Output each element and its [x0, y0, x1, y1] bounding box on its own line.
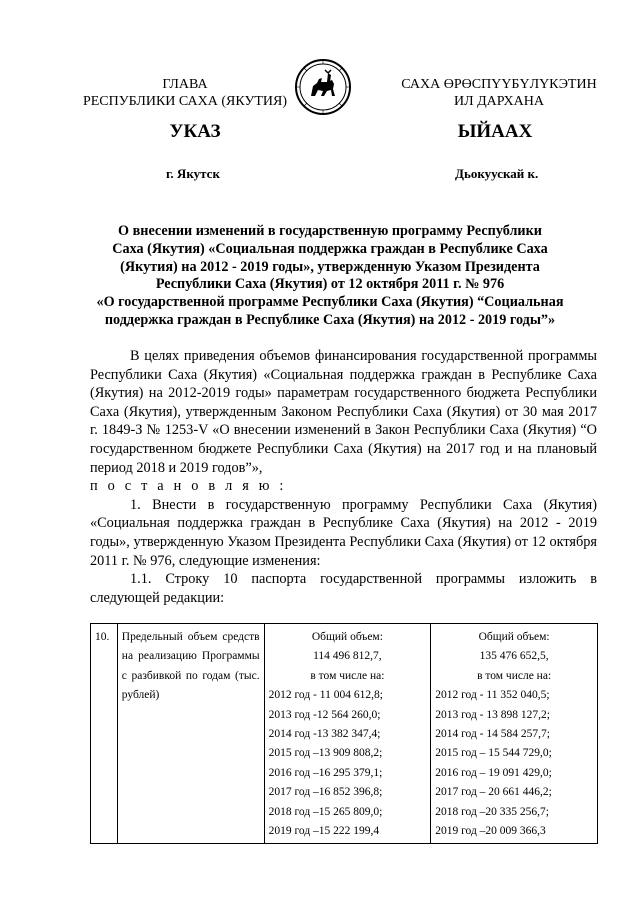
- new-total-label: Общий объем:: [478, 631, 550, 643]
- title-line: О внесении изменений в государственную программу Республики: [118, 223, 542, 239]
- new-year-value: 2016 год – 19 091 429,0;: [435, 766, 552, 779]
- header-left-line1: ГЛАВА: [162, 77, 208, 92]
- title-line: «О государственной программе Республики Саха (Якутия) “Социальная: [96, 294, 564, 311]
- old-year-value: 2017 год –16 852 396,8;: [268, 786, 383, 799]
- header-right-line2: ИЛ ДАРХАНА: [453, 94, 544, 109]
- row-number: 10.: [91, 624, 118, 844]
- header-right-line1: САХА ӨРӨСПҮҮБҮЛҮКЭТИН: [401, 77, 597, 92]
- program-funding-table: [90, 623, 598, 844]
- new-year-value: 2019 год –20 009 366,3: [435, 825, 546, 838]
- new-including: в том числе на:: [477, 669, 552, 682]
- old-year-value: 2019 год –15 222 199,4: [268, 825, 380, 838]
- city-sah: Дьокуускай к.: [455, 166, 539, 181]
- title-line: поддержка граждан в Республике Саха (Якутия) на 2012 - 2019 годы”»: [104, 311, 556, 328]
- old-total-value: 114 496 812,7,: [313, 650, 382, 663]
- old-including: в том числе на:: [310, 669, 385, 682]
- old-total-label: Общий объем:: [311, 631, 383, 643]
- intro-paragraph: В целях приведения объемов финансирования государственной программы Республики Саха (Якутия) «Социальная поддержка граждан в Республике Саха (Якутия) на 2012-2019 годы» параметрам государственного бюджета Республики Саха (Якутия), утвержденным Законом Республики Саха (Якутия) от 30 мая 2017 г. 1849-З № 1253-V «О внесении изменений в Закон Республики Саха (Якутия) “О государственном бюджете Республики Саха (Якутия) на 2017 год и на плановый период 2018 и 2019 годов”»,: [90, 348, 597, 476]
- description-text: Предельный объем средств на реализацию Программы с разбивкой по годам (тыс. рублей): [121, 631, 260, 702]
- old-year-value: 2016 год –16 295 379,1;: [268, 766, 383, 779]
- new-year-value: 2017 год – 20 661 446,2;: [435, 786, 552, 799]
- doc-type-sah: ЫЙААХ: [457, 121, 533, 142]
- item-1-1-paragraph: 1.1. Строку 10 паспорта государственной программы изложить в следующей редакции:: [90, 571, 597, 606]
- new-year-value: 2018 год –20 335 256,7;: [435, 805, 549, 818]
- old-year-value: 2015 год –13 909 808,2;: [268, 747, 383, 760]
- row-description: [117, 624, 264, 844]
- header-left-line2: РЕСПУБЛИКИ САХА (ЯКУТИЯ): [82, 94, 288, 109]
- old-year-value: 2018 год –15 265 809,0;: [268, 805, 383, 818]
- old-year-value: 2012 год - 11 004 612,8;: [268, 689, 383, 702]
- header-right: [388, 76, 610, 110]
- old-year-value: 2013 год -12 564 260,0;: [268, 708, 381, 721]
- title-line: (Якутия) на 2012 - 2019 годы», утвержденную Указом Президента: [120, 258, 540, 275]
- table-row: [91, 624, 598, 844]
- new-year-value: 2012 год - 11 352 040,5;: [435, 689, 550, 702]
- title-line: Саха (Якутия) «Социальная поддержка граждан в Республике Саха: [112, 240, 548, 257]
- city-ru: г. Якутск: [166, 166, 220, 181]
- new-total-value: 135 476 652,5,: [479, 650, 549, 663]
- coat-of-arms-icon: [294, 58, 352, 116]
- new-year-value: 2015 год – 15 544 729,0;: [435, 747, 552, 760]
- document-body: [90, 347, 597, 607]
- title-line: Республики Саха (Якутия) от 12 октября 2011 г. № 976: [155, 276, 505, 293]
- item-1-paragraph: 1. Внести в государственную программу Республики Саха (Якутия) «Социальная поддержка граждан в Республике Саха (Якутия) на 2012 - 2019 годы», утвержденную Указом Президента Республики Саха (Якутия) от 12 октября 2011 г. № 976, следующие изменения:: [90, 496, 597, 569]
- old-values-cell: [264, 624, 431, 844]
- decree-word: п о с т а н о в л я ю :: [90, 478, 287, 495]
- new-year-value: 2014 год - 14 584 257,7;: [435, 728, 550, 741]
- new-values-cell: [431, 624, 598, 844]
- doc-type-ru: УКАЗ: [169, 121, 221, 142]
- new-year-value: 2013 год - 13 898 127,2;: [435, 708, 550, 721]
- header-left: [70, 76, 300, 110]
- document-title: [80, 223, 580, 330]
- old-year-value: 2014 год -13 382 347,4;: [268, 728, 381, 741]
